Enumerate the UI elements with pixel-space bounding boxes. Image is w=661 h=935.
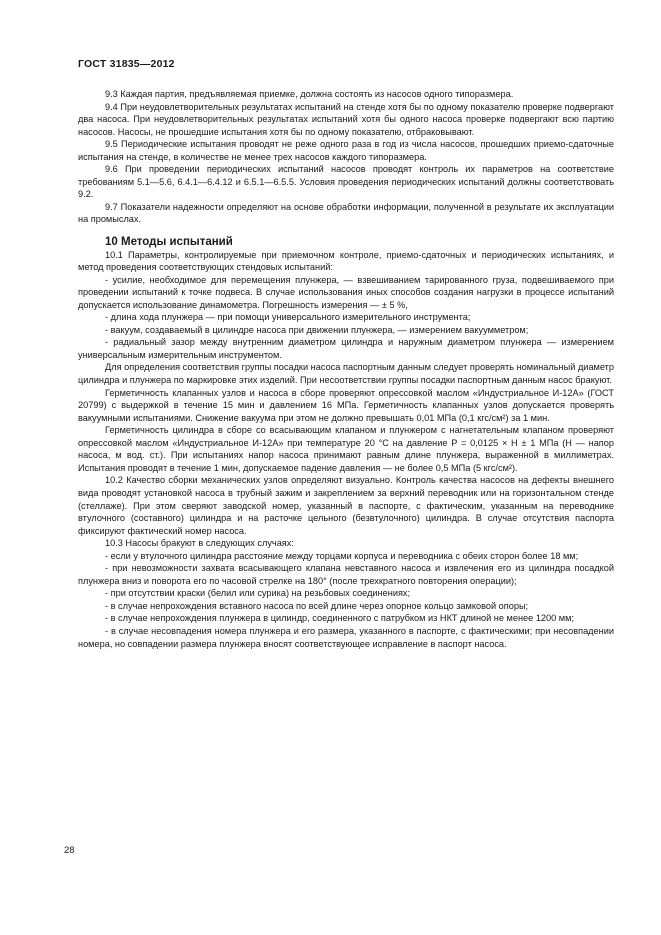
paragraph-9-3: 9.3 Каждая партия, предъявляемая приемке, должна состоять из насосов одного типоразмера. [105, 89, 514, 99]
paragraph-9-5: 9.5 Периодические испытания проводят не реже одного раза в год из числа насосов, прошедших приемо-сдаточные испытания на стенде, в количестве не менее трех насосов каждого типоразмера. [78, 139, 614, 162]
paragraph-fit-group: Для определения соответствия группы посадки насоса паспортным данным следует проверять номинальный диаметр цилиндра и плунжера по маркировке этих изделий. При несоответствии группы посадки паспортным данным насос бракуют. [78, 362, 614, 386]
list-item: - в случае непрохождения плунжера в цилиндр, соединенного с патрубком из НКТ длиной не менее 1200 мм; [105, 613, 574, 624]
paragraph-cylinder-tightness: Герметичность цилиндра в сборе со всасывающим клапаном и плунжером с нагнетательным клапаном проверяют опрессовкой маслом «Индустриальное И-12А» при температуре 20 °С на давление P = 0,0125 × H ± 1 МПа (H — напор насоса, м вод. ст.). При испытаниях напор насоса принимают равным длине плунжера, выраженной в миллиметрах. Испытания проводят в течение 1 мин, допускаемое падение давления — не более 0,5 МПа (5 кгс/см²). [78, 425, 614, 473]
paragraph-10-3: 10.3 Насосы бракуют в следующих случаях: [105, 538, 294, 549]
list-item: - усилие, необходимое для перемещения плунжера, — взвешиванием тарированного груза, подвешиваемого при проведении испытаний к точке подвеса. В случае использования иных способов создания нагрузки в процессе испытаний допускается использование динамометра. Погрешность измерения — ± 5 %, [78, 274, 614, 310]
paragraph-10-2: 10.2 Качество сборки механических узлов определяют визуально. Контроль качества насосов на дефекты внешнего вида проводят установкой насоса в трубный зажим и закреплением за верхний переводник или на горизонтальном стенде (стеллаже). При этом сверяют заводской номер, указанный в паспорте, с фактическим, указанным на переводнике втулочного (составного) цилиндра и на расточке цельного (безвтулочного) цилиндра. В случае отсутствия паспорта фиксируют фактический номер насоса. [78, 475, 614, 536]
page-body [78, 88, 614, 650]
paragraph-10-1: 10.1 Параметры, контролируемые при приемочном контроле, приемо-сдаточных и периодических испытаниях, и метод проведения соответствующих стендовых испытаний: [78, 249, 614, 273]
list-item: - радиальный зазор между внутренним диаметром цилиндра и наружным диаметром плунжера — измерением универсальным измерительным инструментом. [78, 337, 614, 360]
paragraph-9-6: 9.6 При проведении периодических испытаний насосов проводят контроль их параметров на соответствие требованиям 5.1—5.6, 6.4.1—6.4.12 и 6.5.1—6.5.5. Условия проведения периодических испытаний должны соответствовать 9.2. [78, 164, 614, 200]
paragraph-9-4: 9.4 При неудовлетворительных результатах испытаний на стенде хотя бы по одному показателю проверке подвергают два насоса. При неудовлетворительных результатах испытаний хотя бы одного насоса проверке подвергают всю партию насосов. Насосы, не прошедшие испытания хотя бы по одному показателю, отбраковывают. [78, 101, 614, 137]
list-item: - в случае несовпадения номера плунжера и его размера, указанного в паспорте, с фактическими; при несовпадении номера, но совпадении размера плунжера вносят соответствующее исправление в паспорт насоса. [78, 625, 614, 649]
list-item: - при отсутствии краски (белил или сурика) на резьбовых соединениях; [105, 588, 411, 599]
paragraph-valve-tightness: Герметичность клапанных узлов и насоса в сборе проверяют опрессовкой маслом «Индустриальное И-12А» (ГОСТ 20799) с выдержкой в течение 15 мин и давлением 16 МПа. Герметичность клапанных узлов допускается проверять вакуумными испытаниями. Снижение вакуума при этом не должно превышать 0,01 МПа (0,1 кгс/см²) за 1 мин. [78, 387, 614, 423]
paragraph-9-7: 9.7 Показатели надежности определяют на основе обработки информации, полученной в результате их эксплуатации на промыслах. [78, 201, 614, 225]
section-10-title: 10 Методы испытаний [105, 236, 233, 249]
page-number: 28 [64, 845, 75, 856]
list-item: - при невозможности захвата всасывающего клапана невставного насоса и извлечения его из цилиндра посадкой плунжера вниз и поворота его по часовой стрелке на 180° (после трехкратного повторения операции); [78, 563, 614, 586]
list-item: - длина хода плунжера — при помощи универсального измерительного инструмента; [105, 312, 471, 323]
list-item: - в случае непрохождения вставного насоса по всей длине через опорное кольцо замковой опоры; [105, 600, 529, 611]
document-code-header: ГОСТ 31835—2012 [78, 58, 175, 70]
list-item: - вакуум, создаваемый в цилиндре насоса при движении плунжера, — измерением вакуумметром; [105, 324, 529, 335]
list-item: - если у втулочного цилиндра расстояние между торцами корпуса и переводника с обеих сторон более 18 мм; [105, 550, 579, 561]
